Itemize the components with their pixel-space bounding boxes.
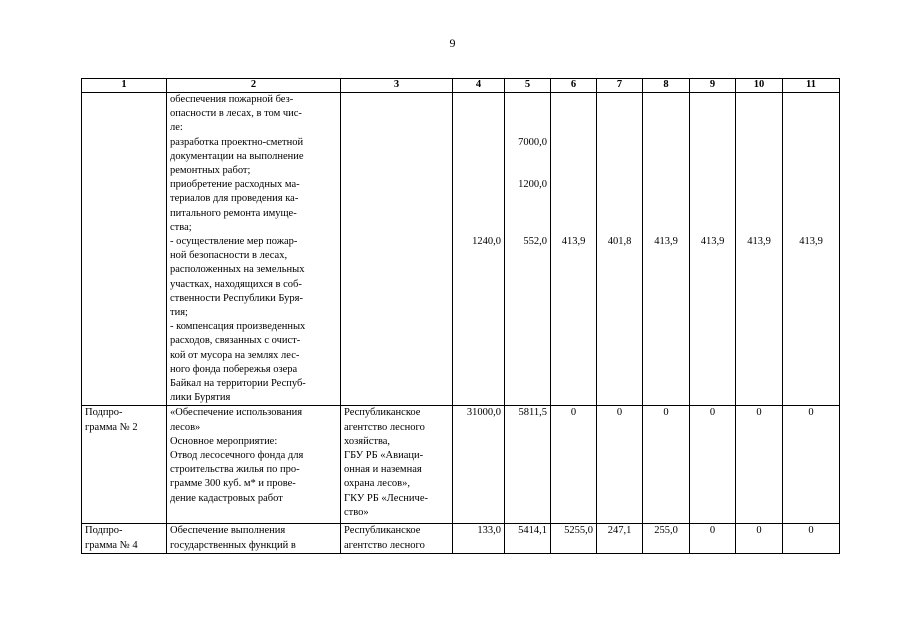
program-cell: [82, 524, 167, 553]
value: 1240,0: [472, 235, 501, 247]
value-cell-col10: [736, 93, 783, 406]
program-line: Подпро-: [85, 525, 123, 537]
activity-description: [167, 93, 341, 406]
value-cell-col6: [551, 93, 597, 406]
value-cell-col4: 31000,0: [453, 406, 505, 524]
value: 413,9: [561, 235, 586, 247]
program-line: грамма № 2: [85, 421, 138, 433]
description-line: грамме 300 куб. м* и прове-: [170, 478, 296, 490]
description-line: разработка проектно-сметной: [170, 136, 304, 148]
budget-table: [81, 78, 840, 554]
header-cell: 3: [341, 79, 453, 93]
value-cell-col7: [597, 93, 643, 406]
value-cell-col10: 0: [736, 524, 783, 553]
value-cell-col11: [783, 93, 840, 406]
description-line: тия;: [170, 307, 188, 319]
value-cell-col11: 0: [783, 406, 840, 524]
executor-line: онная и наземная: [344, 464, 422, 476]
value-cell-col6: 5255,0: [551, 524, 597, 553]
description-line: ства;: [170, 221, 192, 233]
program-line: грамма № 4: [85, 539, 138, 551]
description-line: лики Бурятия: [170, 392, 231, 404]
executor-line: ГКУ РБ «Лесниче-: [344, 492, 428, 504]
value-cell-col4: 133,0: [453, 524, 505, 553]
description-line: териалов для проведения ка-: [170, 193, 299, 205]
activity-description: [167, 406, 341, 524]
value: 413,9: [700, 235, 725, 247]
description-line: ремонтных работ;: [170, 165, 251, 177]
description-line: приобретение расходных ма-: [170, 179, 300, 191]
header-cell: 5: [505, 79, 551, 93]
header-cell: 8: [643, 79, 690, 93]
activity-description: [167, 524, 341, 553]
value: 413,9: [799, 235, 823, 247]
program-line: Подпро-: [85, 407, 123, 419]
value-cell-col7: 247,1: [597, 524, 643, 553]
executor-cell: [341, 406, 453, 524]
description-line: кой от мусора на землях лес-: [170, 349, 300, 361]
header-cell: 4: [453, 79, 505, 93]
description-line: лесов»: [170, 421, 201, 433]
value-cell-col10: 0: [736, 406, 783, 524]
executor-line: Республиканское: [344, 407, 421, 419]
value: 401,8: [607, 235, 632, 247]
description-line: ственности Республики Буря-: [170, 292, 303, 304]
header-cell: 9: [690, 79, 736, 93]
value-cell-col8: [643, 93, 690, 406]
table-row: [82, 93, 840, 406]
executor-line: ГБУ РБ «Авиаци-: [344, 450, 424, 462]
description-line: Основное мероприятие:: [170, 435, 278, 447]
value-cell-col9: 0: [690, 406, 736, 524]
executor-cell: [341, 93, 453, 406]
description-line: ле:: [170, 122, 183, 134]
description-line: обеспечения пожарной без-: [170, 94, 294, 105]
executor-cell: [341, 524, 453, 553]
value: 413,9: [654, 235, 678, 247]
description-line: участках, находящихся в соб-: [170, 278, 302, 290]
value-cell-col5: [505, 93, 551, 406]
description-line: - компенсация произведенных: [170, 321, 306, 333]
description-line: питального ремонта имуще-: [170, 207, 297, 219]
value: 413,9: [747, 235, 771, 247]
value-cell-col5: 5811,5: [505, 406, 551, 524]
header-row: [82, 79, 840, 93]
value-cell-col7: 0: [597, 406, 643, 524]
description-line: Обеспечение выполнения: [170, 525, 286, 537]
page-number: 9: [449, 36, 456, 50]
description-line: Байкал на территории Респуб-: [170, 378, 306, 390]
description-line: опасности в лесах, в том чис-: [170, 108, 302, 120]
value-cell-col8: 255,0: [643, 524, 690, 553]
description-line: - осуществление мер пожар-: [170, 236, 298, 248]
value-cell-col5: 5414,1: [505, 524, 551, 553]
value-cell-col8: 0: [643, 406, 690, 524]
description-line: «Обеспечение использования: [170, 407, 303, 419]
header-cell: 10: [736, 79, 783, 93]
value-cell-col9: 0: [690, 524, 736, 553]
description-line: расходов, связанных с очист-: [170, 335, 301, 347]
header-cell: 11: [783, 79, 840, 93]
header-cell: 7: [597, 79, 643, 93]
value: 1200,0: [518, 179, 547, 191]
description-line: ной безопасности в лесах,: [170, 250, 288, 262]
executor-line: агентство лесного: [344, 539, 425, 551]
value-cell-col6: 0: [551, 406, 597, 524]
header-cell: 6: [551, 79, 597, 93]
description-line: дение кадастровых работ: [170, 492, 283, 504]
executor-line: хозяйства,: [344, 435, 391, 447]
description-line: расположенных на земельных: [170, 264, 305, 276]
description-line: Отвод лесосечного фонда для: [170, 450, 304, 462]
program-cell: [82, 93, 167, 406]
executor-line: охрана лесов»,: [344, 478, 410, 490]
program-cell: [82, 406, 167, 524]
executor-line: Республиканское: [344, 525, 421, 537]
table-row: [82, 524, 840, 553]
table-row: [82, 406, 840, 524]
header-cell: 1: [82, 79, 167, 93]
executor-line: агентство лесного: [344, 421, 425, 433]
description-line: документации на выполнение: [170, 150, 304, 162]
description-line: государственных функций в: [170, 539, 296, 551]
header-cell: 2: [167, 79, 341, 93]
executor-line: ство»: [344, 506, 369, 518]
description-line: строительства жилья по про-: [170, 464, 300, 476]
value-cell-col11: 0: [783, 524, 840, 553]
value-cell-col4: [453, 93, 505, 406]
description-line: ного фонда побережья озера: [170, 363, 298, 375]
value: 7000,0: [518, 136, 547, 148]
value-cell-col9: [690, 93, 736, 406]
value: 552,0: [523, 235, 547, 247]
